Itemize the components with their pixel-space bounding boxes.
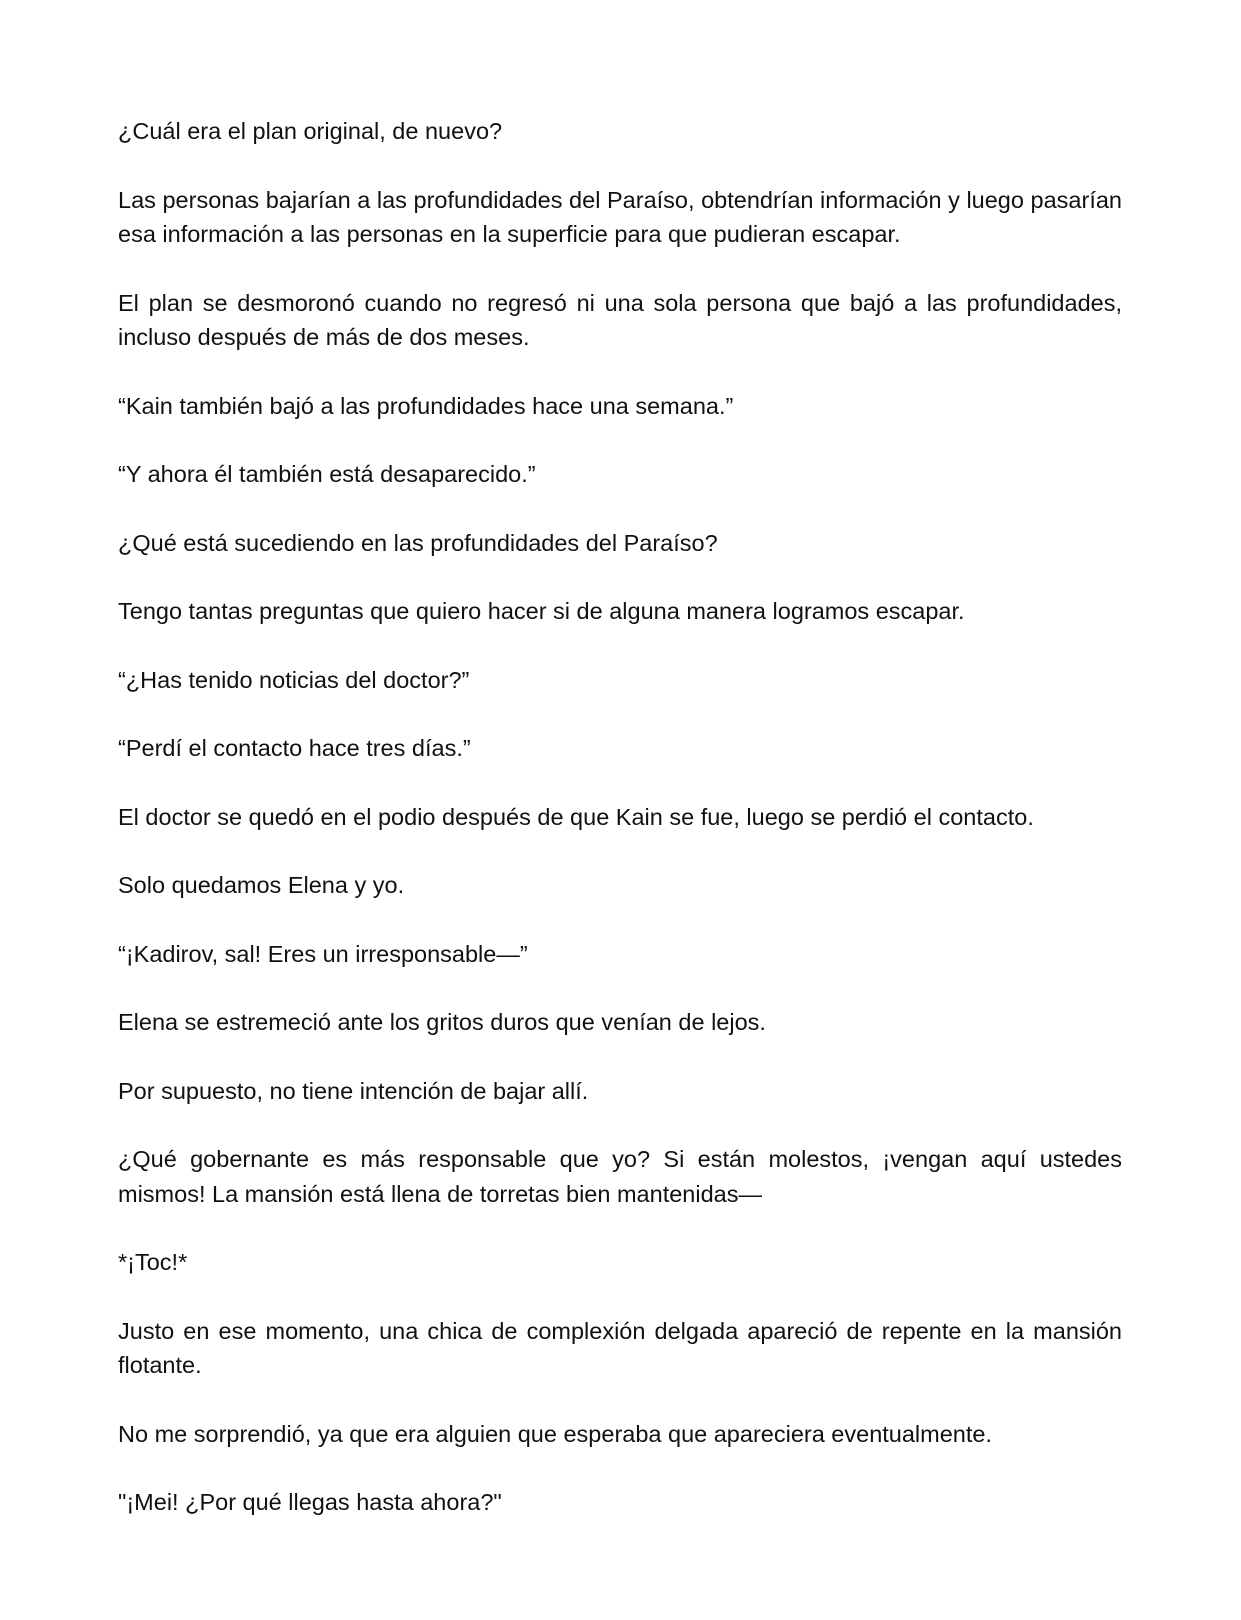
paragraph: El doctor se quedó en el podio después de que Kain se fue, luego se perdió el contacto. — [118, 803, 1034, 830]
paragraph: “Kain también bajó a las profundidades hace una semana.” — [118, 392, 734, 419]
paragraph: ¿Qué está sucediendo en las profundidades del Paraíso? — [118, 529, 718, 556]
paragraph: "¡Mei! ¿Por qué llegas hasta ahora?" — [118, 1489, 502, 1515]
paragraph: ¿Cuál era el plan original, de nuevo? — [118, 118, 503, 144]
paragraph: ¿Qué gobernante es más responsable que yo? Si están molestos, ¡vengan aquí ustedes mismos! La mansión está llena de torretas bien mantenidas— — [118, 1146, 1122, 1207]
paragraph: Por supuesto, no tiene intención de bajar allí. — [118, 1077, 589, 1104]
paragraph: Tengo tantas preguntas que quiero hacer si de alguna manera logramos escapar. — [118, 598, 965, 624]
paragraph: Elena se estremeció ante los gritos duros que venían de lejos. — [118, 1009, 766, 1035]
paragraph: No me sorprendió, ya que era alguien que esperaba que apareciera eventualmente. — [118, 1420, 992, 1447]
paragraph: *¡Toc!* — [118, 1249, 188, 1275]
paragraph: Las personas bajarían a las profundidades del Paraíso, obtendrían información y luego pasarían esa información a las personas en la superficie para que pudieran escapar. — [118, 186, 1122, 247]
document-body — [118, 114, 1122, 1554]
paragraph: “¿Has tenido noticias del doctor?” — [118, 666, 470, 693]
paragraph: “Y ahora él también está desaparecido.” — [118, 461, 536, 487]
paragraph: Solo quedamos Elena y yo. — [118, 872, 405, 898]
paragraph: Justo en ese momento, una chica de complexión delgada apareció de repente en la mansión flotante. — [118, 1317, 1122, 1378]
paragraph: “¡Kadirov, sal! Eres un irresponsable—” — [118, 940, 528, 967]
paragraph: El plan se desmoronó cuando no regresó ni una sola persona que bajó a las profundidades, incluso después de más de dos meses. — [118, 289, 1122, 350]
paragraph: “Perdí el contacto hace tres días.” — [118, 735, 471, 761]
